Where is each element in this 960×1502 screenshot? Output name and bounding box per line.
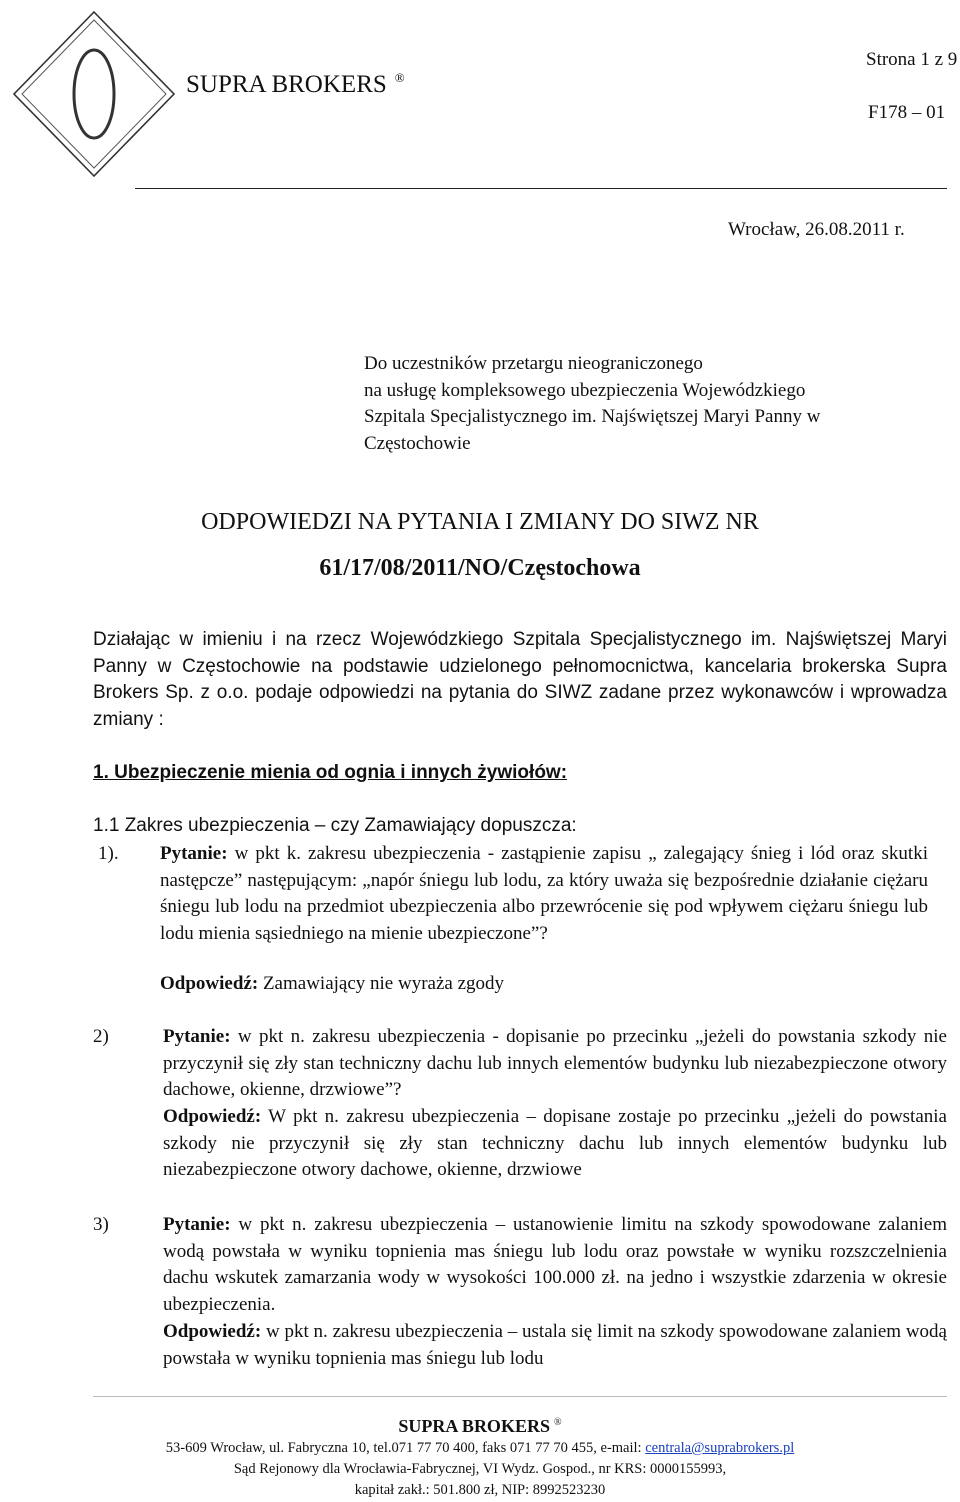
item-number: 2) xyxy=(93,1026,109,1047)
addressee-line: Szpitala Specjalistycznego im. Najświętszej Maryi Panny w xyxy=(364,406,821,428)
answer-text: Zamawiający nie wyraża zgody xyxy=(258,973,505,994)
question-text: w pkt k. zakresu ubezpieczenia - zastąpienie zapisu „ zalegający śnieg i lód oraz skutki następcze” następującym: „napór śniegu lub lodu, za który uważa się bezpośrednie działanie ciężaru śniegu lub lodu na przedmiot ubezpieczenia albo przewrócenie się pod wpływem ciężaru śniegu lub lodu mienia sąsiedniego na mienie ubezpieczone”? xyxy=(160,843,928,944)
question-label: Pytanie: xyxy=(160,843,228,864)
question-label: Pytanie: xyxy=(163,1214,231,1235)
document-number: 61/17/08/2011/NO/Częstochowa xyxy=(319,555,641,581)
question-text: w pkt n. zakresu ubezpieczenia – ustanowienie limitu na szkody spowodowane zalaniem wodą powstała w wyniku topnienia mas śniegu lub lodu oraz powstałe w wyniku rozszczelnienia dachu wskutek zamarzania wody w wysokości 100.000 zł. na jedno i wszystkie zdarzenia w okresie ubezpieczenia. xyxy=(163,1214,947,1315)
footer-address xyxy=(0,1440,960,1457)
footer-capital: kapitał zakł.: 501.800 zł, NIP: 8992523230 xyxy=(354,1482,606,1498)
footer-brand-name: SUPRA BROKERS xyxy=(398,1416,550,1436)
footer-court: Sąd Rejonowy dla Wrocławia-Fabrycznej, VI Wydz. Gospod., nr KRS: 0000155993, xyxy=(233,1461,727,1477)
answer-text: W pkt n. zakresu ubezpieczenia – dopisane zostaje po przecinku „jeżeli do powstania szkody nie przyczynił się zły stan techniczny dachu lub innych elementów budynku lub niezabezpieczone otwory dachowe, okienne, drzwiowe xyxy=(163,1106,947,1181)
qa-question xyxy=(163,1024,947,1104)
addressee-block xyxy=(364,351,820,457)
qa-question xyxy=(163,1212,947,1318)
answer-label: Odpowiedź: xyxy=(163,1106,262,1127)
qa-answer xyxy=(163,1104,947,1184)
item-number: 3) xyxy=(93,1214,109,1235)
footer-email-link[interactable]: centrala@suprabrokers.pl xyxy=(645,1440,795,1456)
addressee-line: Do uczestników przetargu nieograniczonego xyxy=(364,353,703,374)
subsection-heading: 1.1 Zakres ubezpieczenia – czy Zamawiający dopuszcza: xyxy=(93,815,577,836)
answer-label: Odpowiedź: xyxy=(160,973,259,994)
question-label: Pytanie: xyxy=(163,1026,231,1047)
header-divider xyxy=(135,188,947,189)
footer-registered-mark: ® xyxy=(553,1417,562,1428)
question-text: w pkt n. zakresu ubezpieczenia - dopisanie po przecinku „jeżeli do powstania szkody nie przyczynił się zły stan techniczny dachu lub innych elementów budynku lub niezabezpieczone otwory dachowe, okienne, drzwiowe”? xyxy=(163,1026,947,1101)
qa-answer xyxy=(163,1319,947,1372)
registered-mark: ® xyxy=(394,70,405,85)
addressee-line: Częstochowie xyxy=(364,432,471,454)
footer-divider xyxy=(93,1396,947,1397)
qa-answer xyxy=(160,971,928,998)
section-heading: 1. Ubezpieczenie mienia od ognia i innych żywiołów: xyxy=(93,762,568,783)
intro-paragraph: Działając w imieniu i na rzecz Wojewódzkiego Szpitala Specjalistycznego im. Najświętszej Maryi Panny w Częstochowie na podstawie udzielonego pełnomocnictwa, kancelaria brokerska Supra Brokers Sp. z o.o. podaje odpowiedzi na pytania do SIWZ zadane przez wykonawców i wprowadza zmiany : xyxy=(93,629,947,731)
document-title: ODPOWIEDZI NA PYTANIA I ZMIANY DO SIWZ NR xyxy=(201,509,759,535)
document-code: F178 – 01 xyxy=(868,102,946,123)
addressee-line: na usługę kompleksowego ubezpieczenia Wojewódzkiego xyxy=(364,379,806,401)
footer-address-text: 53-609 Wrocław, ul. Fabryczna 10, tel.071 77 70 400, faks 071 77 70 455, e-mail: xyxy=(165,1440,646,1456)
qa-question xyxy=(160,841,928,947)
footer-brand xyxy=(0,1416,960,1437)
date-line: Wrocław, 26.08.2011 r. xyxy=(728,219,905,240)
header-brand-name: SUPRA BROKERS xyxy=(186,71,387,98)
page-number: Strona 1 z 9 xyxy=(866,49,958,70)
answer-label: Odpowiedź: xyxy=(163,1321,262,1342)
item-number: 1). xyxy=(98,843,119,864)
answer-text: w pkt n. zakresu ubezpieczenia – ustala się limit na szkody spowodowane zalaniem wodą powstała w wyniku topnienia mas śniegu lub lodu xyxy=(163,1321,947,1369)
supra-brokers-logo xyxy=(8,8,180,186)
header-brand xyxy=(186,70,405,99)
